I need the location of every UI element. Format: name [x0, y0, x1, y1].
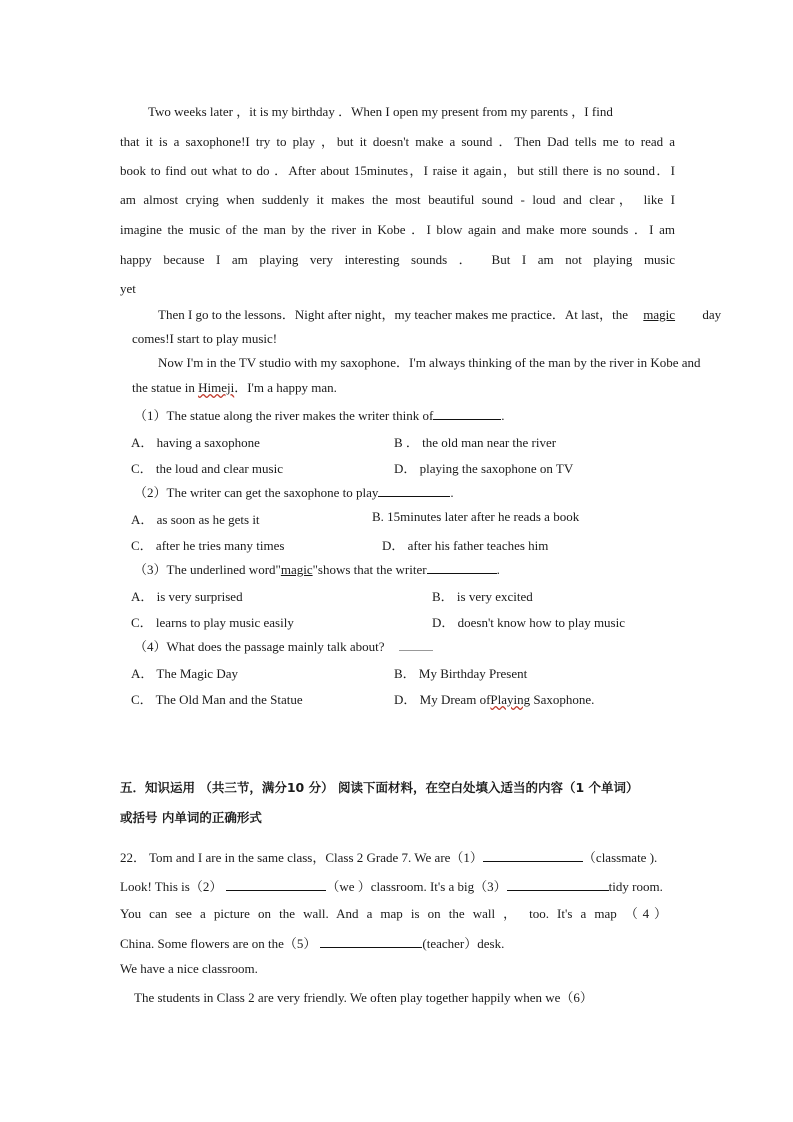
option-b[interactable]: B． is very excited: [432, 589, 533, 604]
cloze-line: [120, 878, 663, 895]
question-stem: [134, 407, 505, 424]
option-d[interactable]: D． doesn't know how to play music: [432, 615, 625, 630]
passage-line: book to find out what to do ．After about 15minutes，I raise it again，but still there is no sound．I: [120, 163, 675, 178]
underlined-word-magic: magic: [280, 562, 313, 577]
passage-line: Now I'm in the TV studio with my saxophone．I'm always thinking of the man by the river in Kobe and: [158, 355, 701, 370]
answer-blank-2[interactable]: [226, 878, 326, 891]
answer-blank[interactable]: [378, 484, 450, 497]
cloze-text: tidy room.: [608, 879, 663, 894]
cloze-text: （we ）classroom. It's a big（3）: [326, 879, 507, 894]
answer-blank[interactable]: [399, 638, 433, 651]
question-text: "shows that the writer: [312, 562, 427, 577]
passage-line: happy because I am playing very interesting sounds ． But I am not playing music: [120, 252, 675, 267]
passage-text: Then I go to the lessons．Night after night，my teacher makes me practice．At last，the: [158, 307, 629, 322]
cloze-text: China. Some flowers are on the（5）: [120, 936, 317, 951]
passage-line: imagine the music of the man by the river in Kobe ．I blow again and make more sounds ．I am: [120, 222, 675, 237]
question-text: （4）What does the passage mainly talk about?: [134, 639, 385, 654]
passage-line: that it is a saxophone!I try to play ，but it doesn't make a sound ．Then Dad tells me to read a: [120, 134, 675, 149]
option-c[interactable]: C． The Old Man and the Statue: [131, 692, 303, 707]
passage-line: [158, 307, 721, 323]
option-b[interactable]: B ． the old man near the river: [394, 435, 557, 450]
cloze-text: 22． Tom and I are in the same class，Class 2 Grade 7. We are（1）: [120, 850, 483, 865]
cloze-line: [120, 935, 504, 952]
passage-text: day: [702, 307, 722, 322]
option-b[interactable]: B. 15minutes later after he reads a book: [372, 509, 580, 524]
option-c[interactable]: C． the loud and clear music: [131, 461, 283, 476]
section-heading: 或括号 内单词的正确形式: [120, 810, 262, 825]
option-d[interactable]: D． playing the saxophone on TV: [394, 461, 574, 476]
question-text: （1）The statue along the river makes the writer think of: [134, 408, 434, 423]
cloze-text: (teacher）desk.: [422, 936, 505, 951]
underlined-word-magic: magic: [643, 307, 676, 322]
cloze-line: [120, 849, 657, 866]
question-end: .: [496, 562, 500, 577]
answer-blank[interactable]: [427, 561, 497, 574]
option-a[interactable]: A． is very surprised: [131, 589, 243, 604]
passage-text: ．I'm a happy man.: [234, 380, 337, 395]
question-text: （2）The writer can get the saxophone to play: [134, 485, 379, 500]
cloze-text: （classmate ).: [582, 850, 658, 865]
answer-blank[interactable]: [433, 407, 501, 420]
section-heading: 五．知识运用 （共三节，满分10 分） 阅读下面材料，在空白处填入适当的内容（1 个单词）: [120, 780, 639, 795]
passage-line: [132, 380, 337, 396]
question-stem: [134, 638, 433, 655]
option-a[interactable]: A． as soon as he gets it: [131, 512, 260, 527]
option-b[interactable]: B． My Birthday Present: [394, 666, 528, 681]
question-end: .: [501, 408, 505, 423]
answer-blank-3[interactable]: [507, 878, 609, 891]
cloze-line: We have a nice classroom.: [120, 961, 258, 976]
question-end: .: [450, 485, 454, 500]
question-stem: [134, 484, 454, 501]
passage-line: yet: [120, 281, 136, 296]
option-c[interactable]: C． after he tries many times: [131, 538, 285, 553]
cloze-line: The students in Class 2 are very friendly. We often play together happily when we（6）: [134, 990, 593, 1005]
option-a[interactable]: A． The Magic Day: [131, 666, 238, 681]
option-d[interactable]: D． after his father teaches him: [382, 538, 549, 553]
option-text: Saxophone.: [530, 692, 595, 707]
question-stem: [134, 561, 500, 578]
place-name-himeji: Himeji: [198, 380, 235, 395]
cloze-text: Look! This is（2）: [120, 879, 223, 894]
option-text-flagged: Playing: [490, 692, 531, 707]
passage-line: am almost crying when suddenly it makes the most beautiful sound - loud and clear， like I: [120, 192, 675, 207]
question-text: （3）The underlined word": [134, 562, 281, 577]
passage-text: the statue in: [132, 380, 199, 395]
option-c[interactable]: C． learns to play music easily: [131, 615, 294, 630]
option-text: D． My Dream of: [394, 692, 491, 707]
option-d[interactable]: [394, 689, 594, 708]
passage-line: Two weeks later ，it is my birthday ．When I open my present from my parents ，I find: [148, 104, 613, 119]
answer-blank-5[interactable]: [320, 935, 422, 948]
cloze-line: You can see a picture on the wall. And a map is on the wall ， too. It's a map （4）: [120, 906, 667, 921]
answer-blank-1[interactable]: [483, 849, 583, 862]
option-a[interactable]: A． having a saxophone: [131, 435, 260, 450]
passage-line: comes!I start to play music!: [132, 331, 278, 346]
